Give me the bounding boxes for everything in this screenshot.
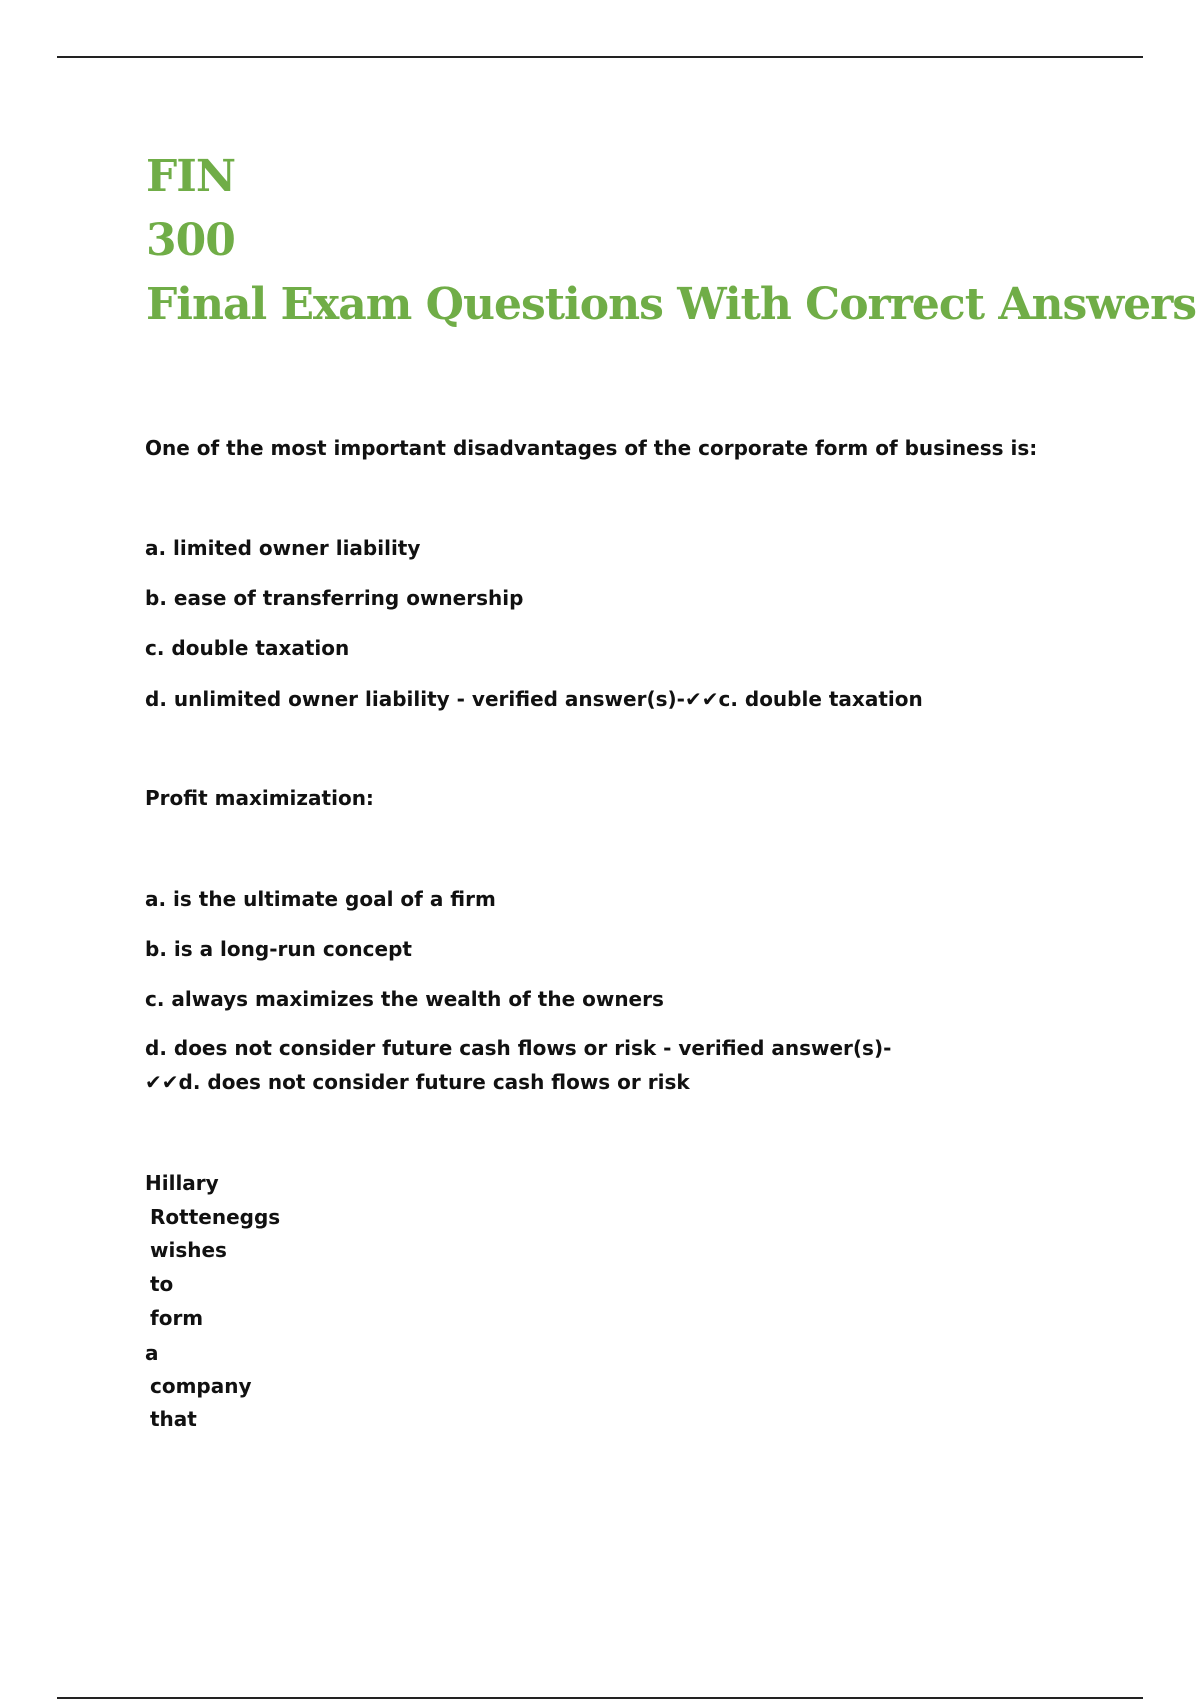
title-line-1: FIN [146,151,236,202]
question-1-prompt: One of the most important disadvantages of the corporate form of business is: [145,436,1038,460]
question-2-answer: ✔✔d. does not consider future cash flows or risk [145,1070,690,1094]
question-2-prompt: Profit maximization: [145,786,374,810]
question-1-option-d-answer: d. unlimited owner liability - verified answer(s)-✔✔c. double taxation [145,687,923,711]
question-1-option-c: c. double taxation [145,636,350,660]
question-3-word: a [145,1341,159,1365]
question-2-option-b: b. is a long-run concept [145,937,412,961]
title-line-3: Final Exam Questions With Correct Answers [146,279,1197,330]
question-3-word: company [150,1374,252,1398]
question-3-word: to [150,1272,174,1296]
question-1-option-a: a. limited owner liability [145,536,421,560]
question-2-option-d: d. does not consider future cash flows or risk - verified answer(s)- [145,1036,892,1060]
question-3-word: that [150,1407,197,1431]
bottom-rule [57,1697,1143,1699]
question-3-word: wishes [150,1238,227,1262]
question-2-option-c: c. always maximizes the wealth of the owners [145,987,664,1011]
top-rule [57,56,1143,58]
question-3-word: Hillary [145,1171,219,1195]
question-3-word: Rotteneggs [150,1205,281,1229]
question-3-word: form [150,1306,204,1330]
document-title [146,145,1196,337]
question-2-option-a: a. is the ultimate goal of a firm [145,887,496,911]
title-line-2: 300 [146,215,235,266]
question-1-option-b: b. ease of transferring ownership [145,586,524,610]
